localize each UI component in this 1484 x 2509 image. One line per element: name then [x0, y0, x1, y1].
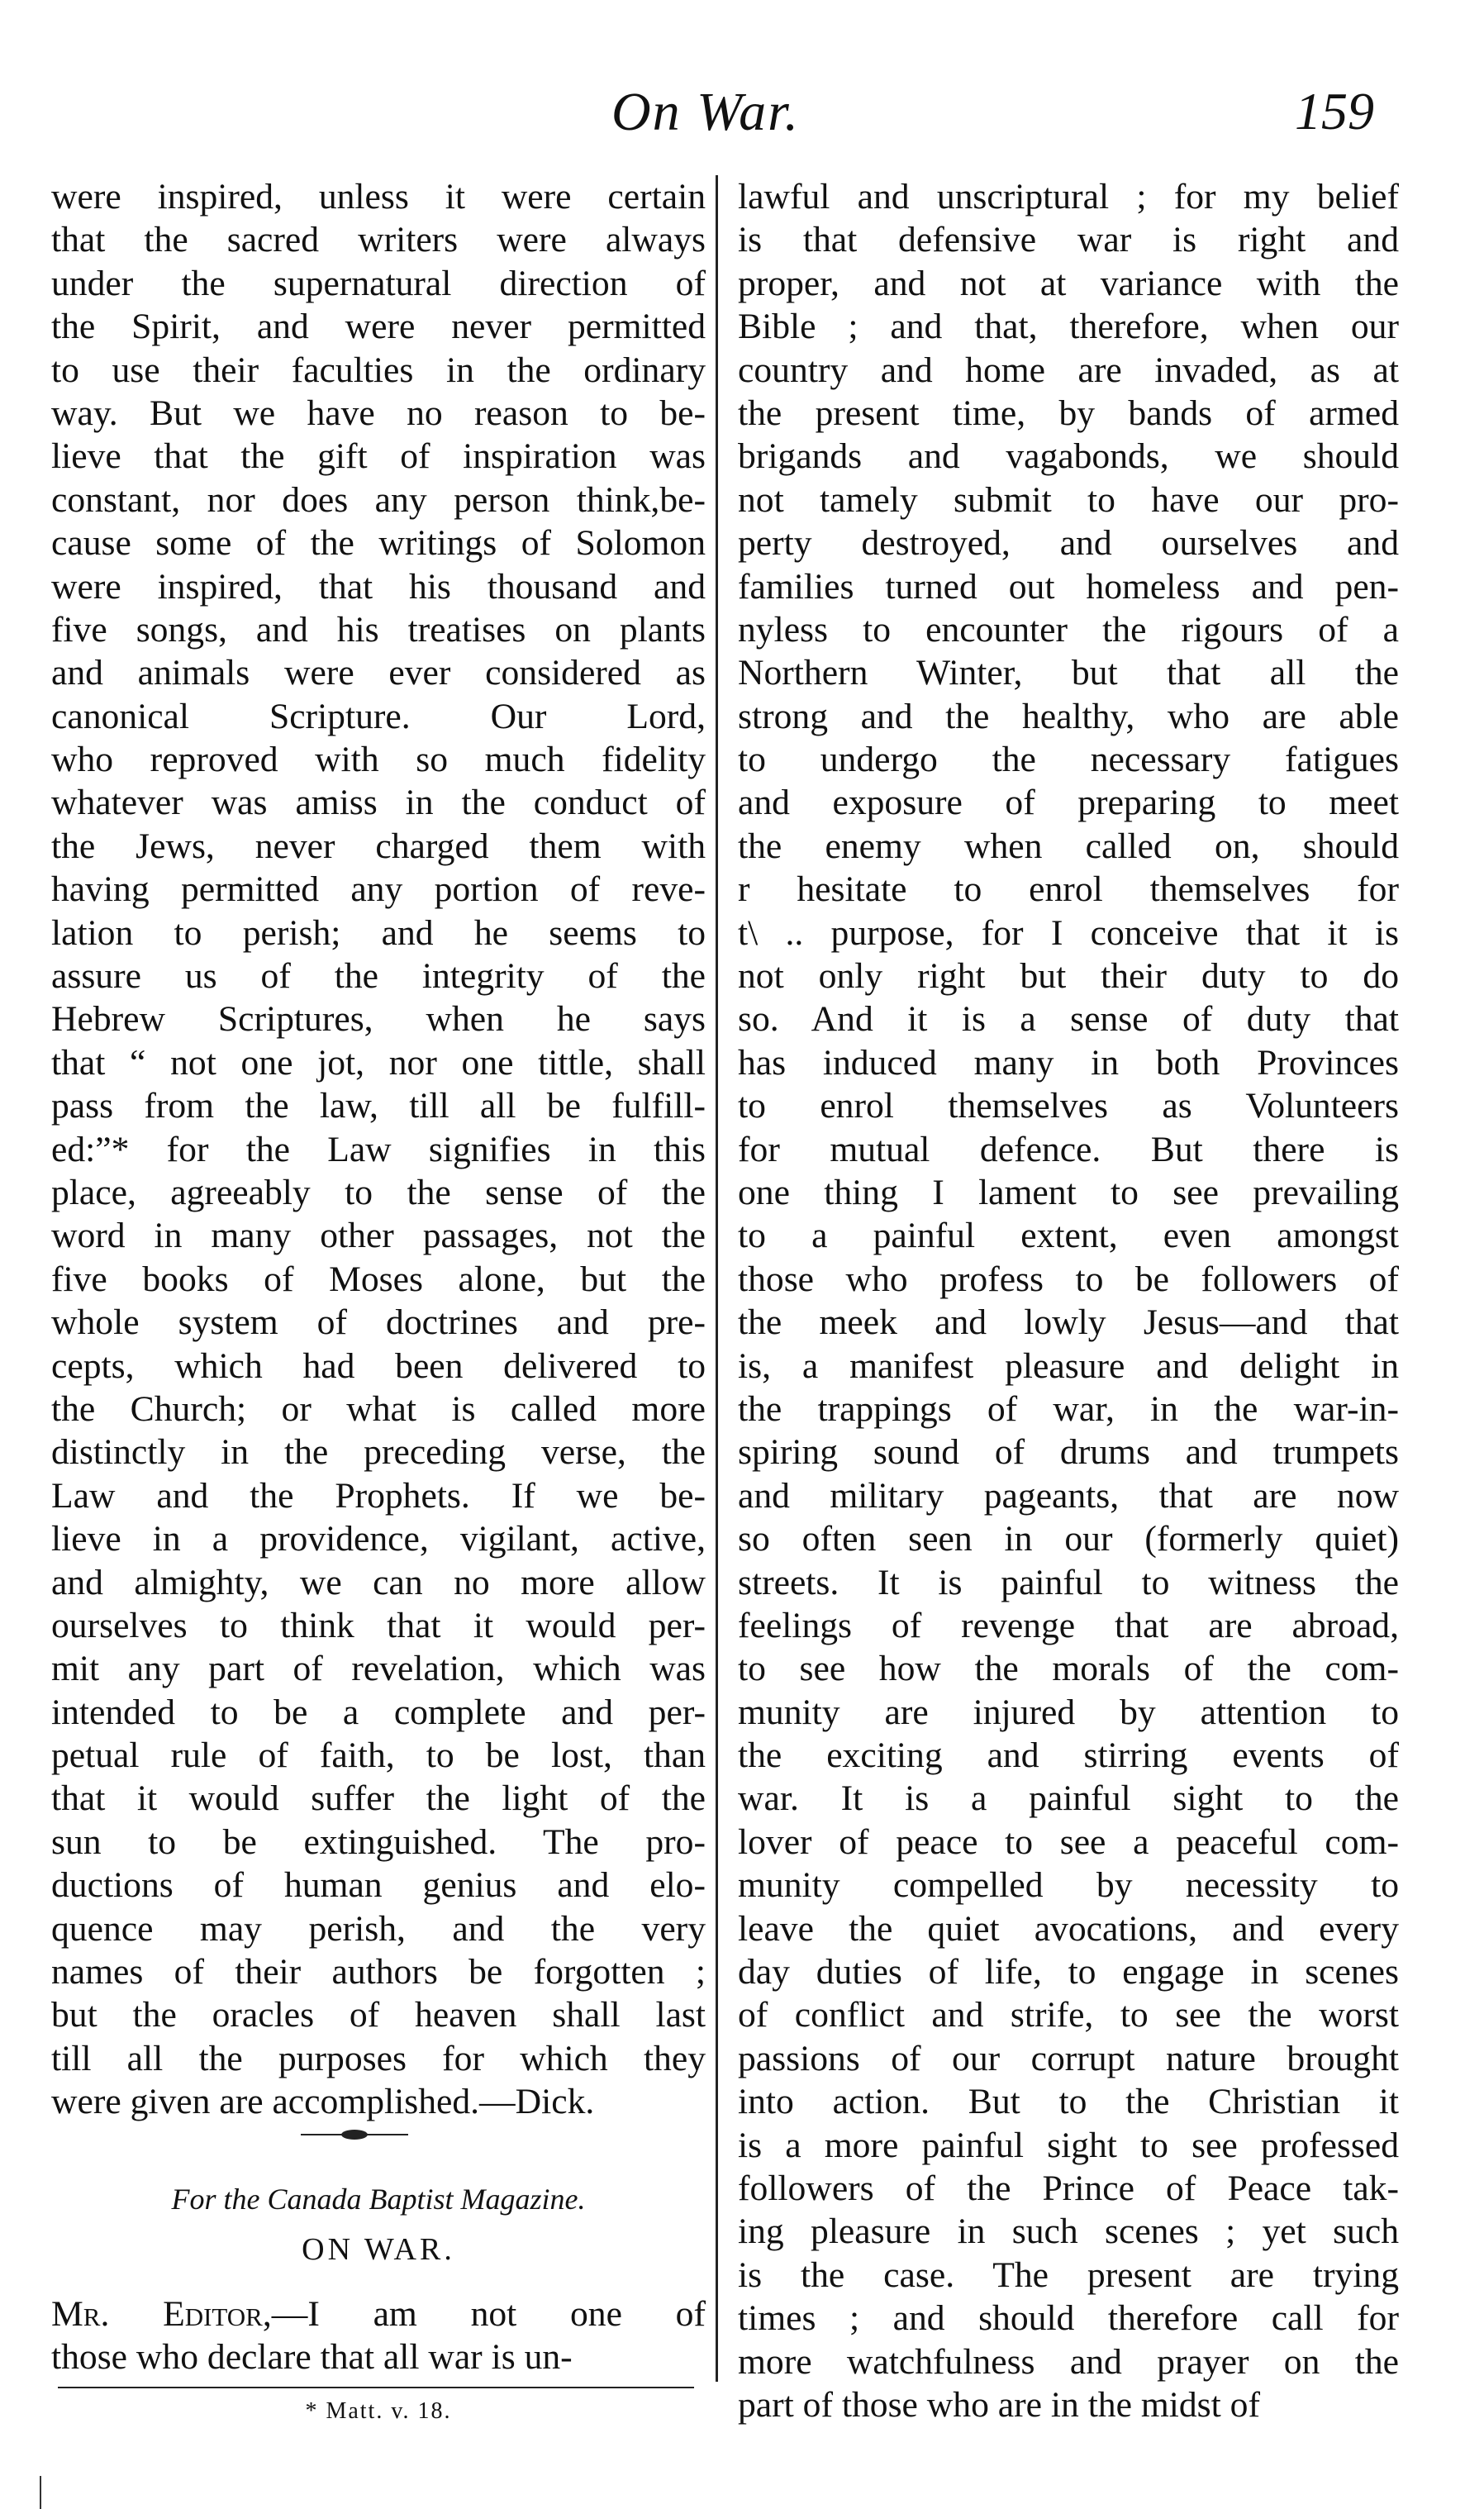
- right_column-line: the present time, by bands of armed: [738, 393, 1399, 433]
- right_column-line: followers of the Prince of Peace tak-: [738, 2168, 1399, 2208]
- left_column-line: lieve in a providence, vigilant, active,: [51, 1519, 706, 1559]
- running-title: On War.: [611, 82, 800, 142]
- left_column-line: five songs, and his treatises on plants: [51, 609, 706, 650]
- left_column-line: canonical Scripture. Our Lord,: [51, 696, 706, 736]
- right_column-line: is that defensive war is right and: [738, 220, 1399, 260]
- section-title: ON WAR.: [302, 2232, 455, 2267]
- left_column-line: till all the purposes for which they: [51, 2038, 706, 2078]
- left_column-line: were inspired, that his thousand and: [51, 566, 706, 607]
- right_column-line: nyless to encounter the rigours of a: [738, 609, 1399, 650]
- right_column-line: day duties of life, to engage in scenes: [738, 1952, 1399, 1992]
- left_column-line: ductions of human genius and elo-: [51, 1865, 706, 1906]
- right_column-line: is the case. The present are trying: [738, 2254, 1399, 2295]
- right_column-line: not tamely submit to have our pro-: [738, 479, 1399, 520]
- left_column-line: the Jews, never charged them with: [51, 826, 706, 866]
- right-column: [738, 175, 1399, 2426]
- right_column-line: the trappings of war, in the war-in-: [738, 1388, 1399, 1429]
- section-source: For the Canada Baptist Magazine.: [171, 2183, 586, 2216]
- left_column-line: cause some of the writings of Solomon: [51, 523, 706, 564]
- right_column-line: ing pleasure in such scenes ; yet such: [738, 2211, 1399, 2252]
- left_column-line: ourselves to think that it would per-: [51, 1605, 706, 1645]
- right_column-line: is a more painful sight to see professed: [738, 2125, 1399, 2165]
- left_column-line: under the supernatural direction of: [51, 263, 706, 303]
- left_column-line: and animals were ever considered as: [51, 653, 706, 693]
- right_column-line: more watchfulness and prayer on the: [738, 2341, 1399, 2382]
- right_column-line: part of those who are in the midst of: [738, 2384, 1260, 2425]
- left_column-line: sun to be extinguished. The pro-: [51, 1821, 706, 1862]
- right_column-line: to enrol themselves as Volunteers: [738, 1086, 1399, 1126]
- right_column-line: proper, and not at variance with the: [738, 263, 1399, 303]
- left_column-line: constant, nor does any person think,be-: [51, 479, 706, 520]
- right_column-line: so. And it is a sense of duty that: [738, 999, 1399, 1040]
- left_column-line: way. But we have no reason to be-: [51, 393, 706, 433]
- right_column-line: the enemy when called on, should: [738, 826, 1399, 866]
- right_column-line: the meek and lowly Jesus—and that: [738, 1302, 1399, 1343]
- right_column-line: brigands and vagabonds, we should: [738, 436, 1399, 477]
- footnote: * Matt. v. 18.: [305, 2398, 452, 2424]
- right_column-line: those who profess to be followers of: [738, 1259, 1399, 1299]
- left_column-line: lieve that the gift of inspiration was: [51, 436, 706, 477]
- right_column-line: lawful and unscriptural ; for my belief: [738, 177, 1399, 217]
- left_column-line: that it would suffer the light of the: [51, 1778, 706, 1819]
- right_column-line: into action. But to the Christian it: [738, 2082, 1399, 2122]
- left_column-line: Law and the Prophets. If we be-: [51, 1475, 706, 1516]
- left_column-line: intended to be a complete and per-: [51, 1692, 706, 1732]
- left_column-line: names of their authors be forgotten ;: [51, 1952, 706, 1992]
- ornament-divider: [301, 2128, 408, 2141]
- right_column-line: feelings of revenge that are abroad,: [738, 1605, 1399, 1645]
- right_column-line: munity are injured by attention to: [738, 1692, 1399, 1732]
- right_column-line: Northern Winter, but that all the: [738, 653, 1399, 693]
- letter-line: those who declare that all war is un-: [51, 2337, 573, 2378]
- left_column-line: that the sacred writers were always: [51, 220, 706, 260]
- page-number: 159: [1295, 82, 1374, 140]
- right_column-line: spiring sound of drums and trumpets: [738, 1432, 1399, 1473]
- left_column-line: the Church; or what is called more: [51, 1388, 706, 1429]
- column-divider: [716, 175, 718, 2382]
- right_column-line: lover of peace to see a peaceful com-: [738, 1821, 1399, 1862]
- right_column-line: and exposure of preparing to meet: [738, 783, 1399, 823]
- left_column-line: who reproved with so much fidelity: [51, 740, 706, 780]
- left_column-line: were given are accomplished.—Dick.: [51, 2082, 595, 2122]
- left_column-line: cepts, which had been delivered to: [51, 1345, 706, 1386]
- right_column-line: times ; and should therefore call for: [738, 2298, 1399, 2339]
- right_column-line: families turned out homeless and pen-: [738, 566, 1399, 607]
- left_column-line: but the oracles of heaven shall last: [51, 1995, 706, 2035]
- page-header: [0, 81, 1484, 155]
- salutation: Mr. Editor,: [51, 2294, 272, 2334]
- left_column-line: whole system of doctrines and pre-: [51, 1302, 706, 1343]
- left_column-line: distinctly in the preceding verse, the: [51, 1432, 706, 1473]
- right_column-line: leave the quiet avocations, and every: [738, 1908, 1399, 1949]
- right_column-line: one thing I lament to see prevailing: [738, 1172, 1399, 1212]
- left_column-line: mit any part of revelation, which was: [51, 1649, 706, 1689]
- left_column-line: and almighty, we can no more allow: [51, 1562, 706, 1602]
- right_column-line: to undergo the necessary fatigues: [738, 740, 1399, 780]
- left_column-line: assure us of the integrity of the: [51, 956, 706, 997]
- left_column-line: petual rule of faith, to be lost, than: [51, 1735, 706, 1776]
- right_column-line: to a painful extent, even amongst: [738, 1216, 1399, 1256]
- left_column-line: having permitted any portion of reve-: [51, 869, 706, 910]
- right_column-line: t\ .. purpose, for I conceive that it is: [738, 912, 1399, 953]
- left_column-line: Hebrew Scriptures, when he says: [51, 999, 706, 1040]
- letter-opening: [51, 2292, 706, 2379]
- right_column-line: not only right but their duty to do: [738, 956, 1399, 997]
- right_column-line: country and home are invaded, as at: [738, 350, 1399, 390]
- left_column-line: five books of Moses alone, but the: [51, 1259, 706, 1299]
- right_column-line: the exciting and stirring events of: [738, 1735, 1399, 1776]
- right_column-line: passions of our corrupt nature brought: [738, 2038, 1399, 2078]
- left_column-line: to use their faculties in the ordinary: [51, 350, 706, 390]
- letter-text: —I am not one of: [271, 2294, 706, 2334]
- right_column-line: to see how the morals of the com-: [738, 1649, 1399, 1689]
- right_column-line: perty destroyed, and ourselves and: [738, 523, 1399, 564]
- footnote-rule: [58, 2387, 694, 2388]
- left_column-line: lation to perish; and he seems to: [51, 912, 706, 953]
- right_column-line: Bible ; and that, therefore, when our: [738, 307, 1399, 347]
- left_column-line: place, agreeably to the sense of the: [51, 1172, 706, 1212]
- right_column-line: so often seen in our (formerly quiet): [738, 1519, 1399, 1559]
- page-corner-mark: [40, 2476, 41, 2509]
- left-column: [51, 175, 706, 2124]
- left_column-line: that “ not one jot, nor one tittle, shall: [51, 1042, 706, 1083]
- left_column-line: whatever was amiss in the conduct of: [51, 783, 706, 823]
- right_column-line: r hesitate to enrol themselves for: [738, 869, 1399, 910]
- left_column-line: were inspired, unless it were certain: [51, 177, 706, 217]
- left_column-line: the Spirit, and were never permitted: [51, 307, 706, 347]
- right_column-line: streets. It is painful to witness the: [738, 1562, 1399, 1602]
- right_column-line: is, a manifest pleasure and delight in: [738, 1345, 1399, 1386]
- right_column-line: munity compelled by necessity to: [738, 1865, 1399, 1906]
- left_column-line: pass from the law, till all be fulfill-: [51, 1086, 706, 1126]
- left_column-line: word in many other passages, not the: [51, 1216, 706, 1256]
- letter-line: [51, 2292, 706, 2335]
- right_column-line: war. It is a painful sight to the: [738, 1778, 1399, 1819]
- left_column-line: ed:”* for the Law signifies in this: [51, 1129, 706, 1169]
- right_column-line: of conflict and strife, to see the worst: [738, 1995, 1399, 2035]
- right_column-line: and military pageants, that are now: [738, 1475, 1399, 1516]
- right_column-line: for mutual defence. But there is: [738, 1129, 1399, 1169]
- right_column-line: strong and the healthy, who are able: [738, 696, 1399, 736]
- left_column-line: quence may perish, and the very: [51, 1908, 706, 1949]
- right_column-line: has induced many in both Provinces: [738, 1042, 1399, 1083]
